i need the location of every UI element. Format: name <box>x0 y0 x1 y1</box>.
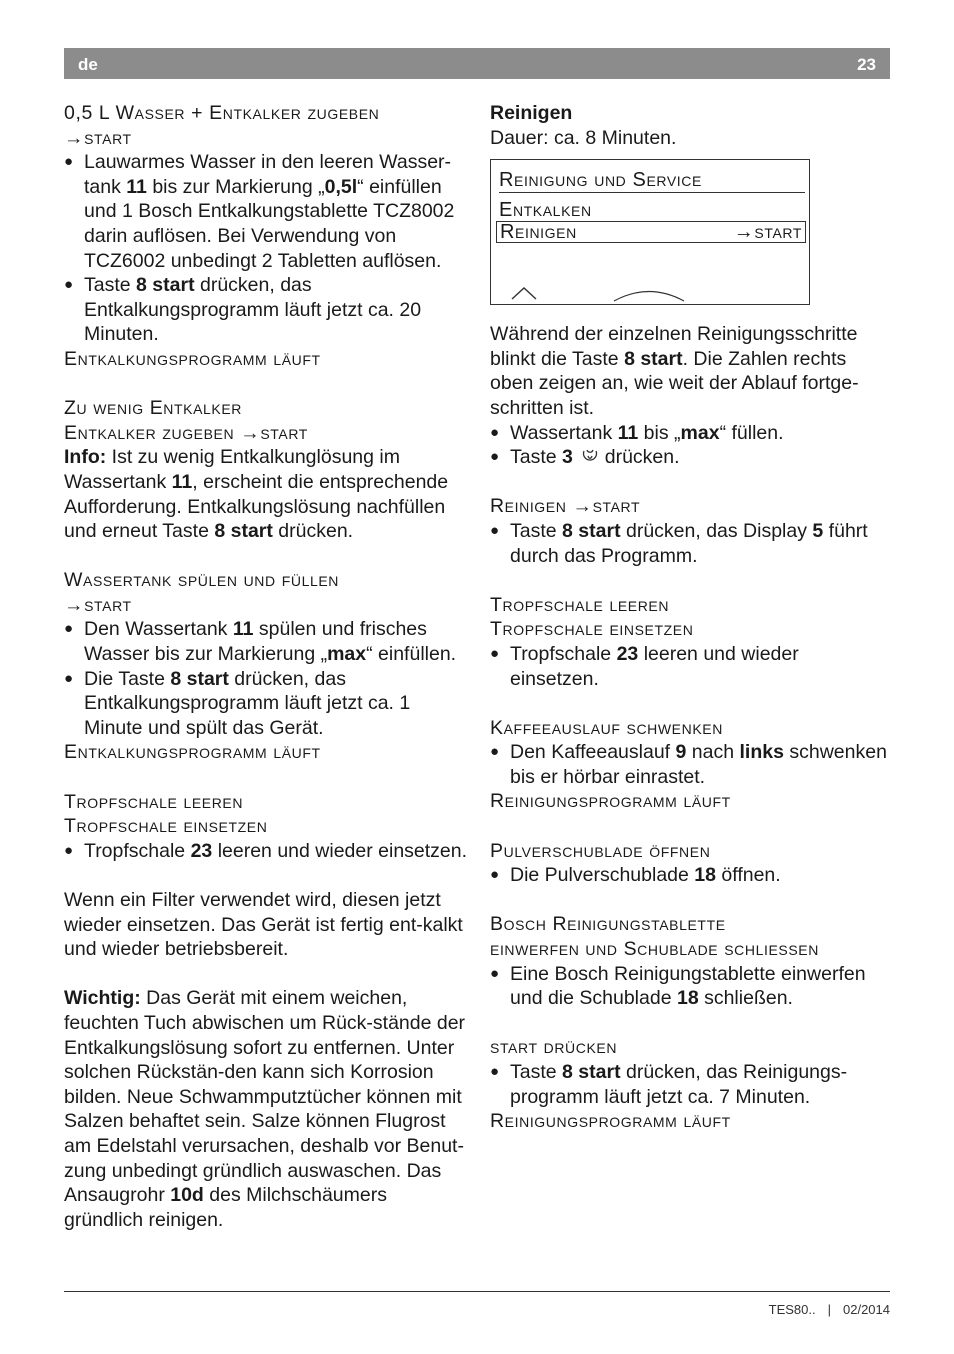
list-item: ● Wassertank 11 bis „max“ füllen. <box>490 421 890 446</box>
list-item: ● Taste 3 drücken. <box>490 445 890 470</box>
section-heading: Reinigen <box>490 102 573 124</box>
display-selected-label: Reinigen <box>500 221 577 244</box>
list-item: ● Tropfschale 23 leeren und wieder einsetzen. <box>64 839 469 864</box>
section-heading: einwerfen und Schublade schliessen <box>490 938 819 961</box>
section-heading: Wassertank spülen und füllen <box>64 569 339 592</box>
section-heading: start drücken <box>490 1036 618 1059</box>
status-line: Entkalkungsprogramm läuft <box>64 741 321 764</box>
list-item: ● Taste 8 start drücken, das Display 5 führt durch das Programm. <box>490 519 890 568</box>
status-line: Reinigungsprogramm läuft <box>490 790 731 813</box>
right-column <box>490 101 890 1134</box>
filter-paragraph: Wenn ein Filter verwendet wird, diesen jetzt wieder einsetzen. Das Gerät ist fertig ent-kalkt und wieder betriebsbereit. <box>64 889 463 961</box>
list-item: ● Taste 8 start drücken, das Reinigungs-programm läuft jetzt ca. 7 Minuten. <box>490 1060 890 1109</box>
display-selected-action: →start <box>733 221 802 244</box>
section-heading: →start <box>64 593 132 616</box>
language-tag: de <box>78 55 98 74</box>
section-heading: Reinigen →start <box>490 495 641 518</box>
section-heading: Entkalker zugeben →start <box>64 421 308 444</box>
status-line: Reinigungsprogramm läuft <box>490 1110 731 1133</box>
list-item: ● Die Taste 8 start drücken, das Entkalkungsprogramm läuft jetzt ca. 1 Minute und spült das Gerät. <box>64 667 469 741</box>
display-menu-item: Entkalken <box>499 199 592 222</box>
footer-divider <box>64 1291 890 1292</box>
list-item: ● Taste 8 start drücken, das Entkalkungsprogramm läuft jetzt ca. 20 Minuten. <box>64 273 469 347</box>
footer-separator: | <box>827 1302 831 1317</box>
page-footer <box>769 1298 890 1323</box>
list-item: ● Den Kaffeeauslauf 9 nach links schwenken bis er hörbar einrastet. <box>490 740 890 789</box>
selector-knob-icon <box>613 288 685 302</box>
cleaning-symbol-icon <box>581 447 599 465</box>
display-selected-item <box>496 221 806 243</box>
page-number: 23 <box>857 55 876 74</box>
list-item: ● Tropfschale 23 leeren und wieder einsetzen. <box>490 642 890 691</box>
device-display <box>490 159 810 305</box>
page-header <box>64 48 890 79</box>
blink-paragraph: Während der einzelnen Reinigungsschritte blinkt die Taste 8 start. Die Zahlen rechts oben zeigen an, wie weit der Ablauf fortge-schritten ist. <box>490 323 859 419</box>
list-item: ● Die Pulverschublade 18 öffnen. <box>490 863 890 888</box>
print-date: 02/2014 <box>843 1302 890 1317</box>
section-heading: Tropfschale einsetzen <box>490 618 694 641</box>
list-item: ● Den Wassertank 11 spülen und frisches Wasser bis zur Markierung „max“ einfüllen. <box>64 617 469 666</box>
model-number: TES80.. <box>768 1302 816 1317</box>
list-item: ● Eine Bosch Reinigungstablette einwerfen und die Schublade 18 schließen. <box>490 962 890 1011</box>
section-heading: Kaffeeauslauf schwenken <box>490 716 723 739</box>
section-heading: Tropfschale einsetzen <box>64 815 268 838</box>
section-heading: 0,5 L Wasser + Entkalker zugeben <box>64 102 380 124</box>
important-paragraph: Wichtig: Das Gerät mit einem weichen, feuchten Tuch abwischen um Rück-stände der Entkalkungslösung sofort zu entfernen. Unter solchen Rückstän-den kann sich Korrosion bilden. Neue Schwammputztücher können mit Salzen behaftet sein. Salze können Flugrost am Edelstahl verursachen, deshalb vor Benut-zung unbedingt gründlich auswaschen. Das Ansaugrohr 10d des Milchschäumers gründlich reinigen. <box>64 987 466 1231</box>
section-heading: Zu wenig Entkalker <box>64 397 243 420</box>
info-paragraph: Info: Ist zu wenig Entkalkunglösung im Wassertank 11, erscheint die entsprechende Aufforderung. Entkalkungslösung nachfüllen und erneut Taste 8 start drücken. <box>64 446 449 543</box>
left-column <box>64 101 469 1232</box>
section-heading: →start <box>64 126 132 149</box>
section-heading: Tropfschale leeren <box>490 593 670 616</box>
section-heading: Pulverschublade öffnen <box>490 839 711 862</box>
list-item: ● Lauwarmes Wasser in den leeren Wasser-tank 11 bis zur Markierung „0,5l“ einfüllen und 1 Bosch Entkalkungstablette TCZ8002 darin auflösen. Bei Verwendung von TCZ6002 unbedingt 2 Tabletten auflösen. <box>64 150 469 273</box>
duration-text: Dauer: ca. 8 Minuten. <box>490 126 677 149</box>
section-heading: Tropfschale leeren <box>64 790 244 813</box>
section-heading: Bosch Reinigungstablette <box>490 913 726 936</box>
caret-up-icon <box>511 286 537 300</box>
status-line: Entkalkungsprogramm läuft <box>64 347 321 370</box>
display-title: Reinigung und Service <box>499 168 805 193</box>
